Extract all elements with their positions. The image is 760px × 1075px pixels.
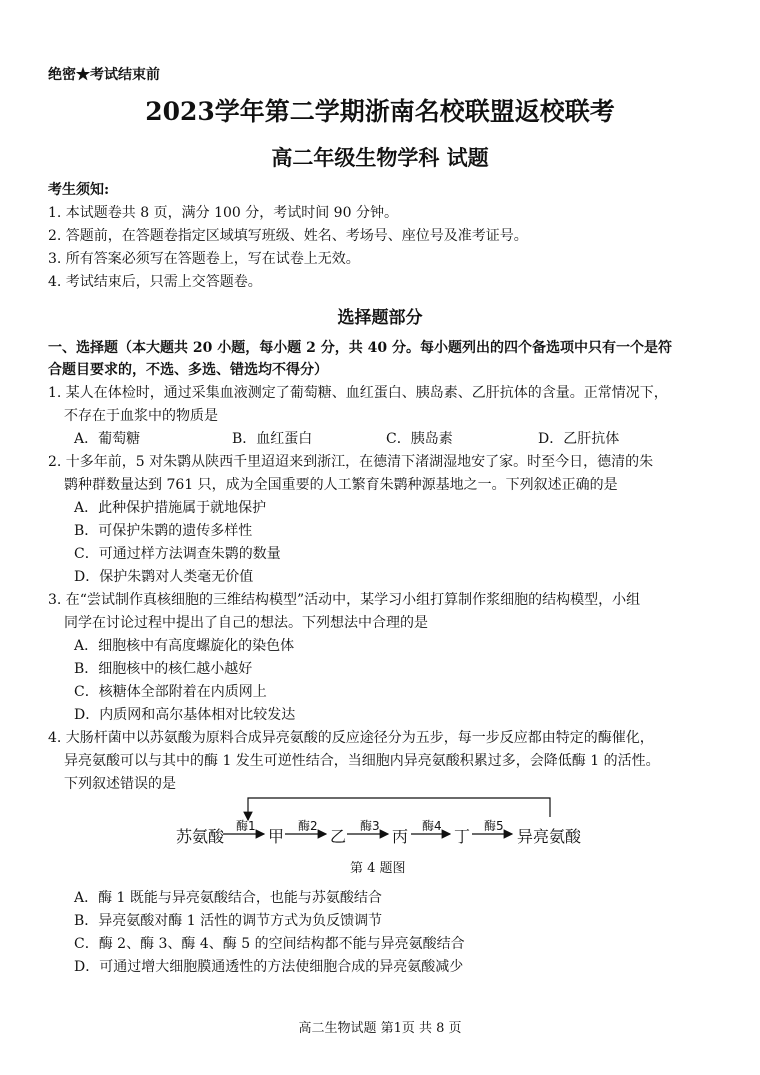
pathway-diagram	[160, 790, 600, 880]
question-1-stem-cont: 不存在于血浆中的物质是	[64, 408, 218, 424]
exam-subtitle: 高二年级生物学科 试题	[271, 145, 489, 170]
question-4-stem-cont: 异亮氨酸可以与其中的酶 1 发生可逆性结合，当细胞内异亮氨酸积累过多，会降低酶 1 的活性。	[64, 753, 660, 769]
node-ding: 丁	[454, 827, 471, 846]
question-4-stem-cont2: 下列叙述错误的是	[64, 776, 176, 792]
q1-option-c: C．胰岛素	[386, 431, 453, 447]
confidential-label: 绝密★考试结束前	[48, 67, 160, 83]
enzyme-5-label: 酶5	[484, 819, 504, 833]
section-title: 选择题部分	[337, 308, 423, 328]
q3-option-d: D．内质网和高尔基体相对比较发达	[74, 707, 296, 723]
node-isoleucine: 异亮氨酸	[517, 827, 582, 846]
q2-option-c: C．可通过样方法调查朱鹮的数量	[74, 546, 281, 562]
question-3-stem: 3. 在“尝试制作真核细胞的三维结构模型”活动中，某学习小组打算制作浆细胞的结构模型，小组	[48, 592, 641, 608]
node-yi: 乙	[330, 827, 347, 846]
node-bing: 丙	[392, 827, 409, 846]
part-instructions: 一、选择题（本大题共 20 小题，每小题 2 分，共 40 分。每小题列出的四个备选项中只有一个是符	[48, 340, 672, 356]
q3-option-b: B．细胞核中的核仁越小越好	[74, 661, 253, 677]
notice-item: 2. 答题前，在答题卷指定区域填写班级、姓名、考场号、座位号及准考证号。	[48, 228, 528, 244]
exam-title: 2023学年第二学期浙南名校联盟返校联考	[145, 97, 615, 126]
notice-heading: 考生须知:	[48, 182, 110, 198]
notice-item: 3. 所有答案必须写在答题卷上，写在试卷上无效。	[48, 251, 360, 267]
node-jia: 甲	[268, 827, 285, 846]
q3-option-c: C．核糖体全部附着在内质网上	[74, 684, 267, 700]
q2-option-d: D．保护朱鹮对人类毫无价值	[74, 569, 254, 585]
enzyme-3-label: 酶3	[360, 819, 380, 833]
q1-option-a: A．葡萄糖	[74, 431, 141, 447]
q1-option-b: B．血红蛋白	[232, 431, 313, 447]
notice-item: 1. 本试题卷共 8 页，满分 100 分，考试时间 90 分钟。	[48, 205, 398, 221]
question-1-stem: 1. 某人在体检时，通过采集血液测定了葡萄糖、血红蛋白、胰岛素、乙肝抗体的含量。正常情况下，	[48, 385, 668, 401]
q1-option-d: D．乙肝抗体	[538, 431, 620, 447]
q4-option-d: D．可通过增大细胞膜通透性的方法使细胞合成的异亮氨酸减少	[74, 959, 464, 975]
q4-option-c: C．酶 2、酶 3、酶 4、酶 5 的空间结构都不能与异亮氨酸结合	[74, 936, 465, 952]
q4-option-a: A．酶 1 既能与异亮氨酸结合，也能与苏氨酸结合	[74, 890, 382, 906]
node-threonine: 苏氨酸	[176, 827, 225, 846]
enzyme-1-label: 酶1	[236, 819, 256, 833]
q3-option-a: A．细胞核中有高度螺旋化的染色体	[74, 638, 295, 654]
part-instructions-cont: 合题目要求的，不选、多选、错选均不得分）	[48, 362, 328, 378]
question-2-stem-cont: 鹮种群数量达到 761 只，成为全国重要的人工繁育朱鹮种源基地之一。下列叙述正确的是	[64, 477, 618, 493]
diagram-caption: 第 4 题图	[350, 861, 406, 876]
q2-option-b: B．可保护朱鹮的遗传多样性	[74, 523, 253, 539]
enzyme-2-label: 酶2	[298, 819, 318, 833]
enzyme-4-label: 酶4	[422, 819, 442, 833]
q2-option-a: A．此种保护措施属于就地保护	[74, 500, 267, 516]
page-footer: 高二生物试题 第1页 共 8 页	[298, 1021, 462, 1036]
q4-option-b: B．异亮氨酸对酶 1 活性的调节方式为负反馈调节	[74, 913, 383, 929]
notice-item: 4. 考试结束后，只需上交答题卷。	[48, 274, 262, 290]
question-4-stem: 4. 大肠杆菌中以苏氨酸为原料合成异亮氨酸的反应途径分为五步，每一步反应都由特定的酶催化，	[48, 730, 654, 746]
question-2-stem: 2. 十多年前，5 对朱鹮从陕西千里迢迢来到浙江，在德清下渚湖湿地安了家。时至今日，德清的朱	[48, 454, 654, 470]
question-3-stem-cont: 同学在讨论过程中提出了自己的想法。下列想法中合理的是	[64, 615, 428, 631]
